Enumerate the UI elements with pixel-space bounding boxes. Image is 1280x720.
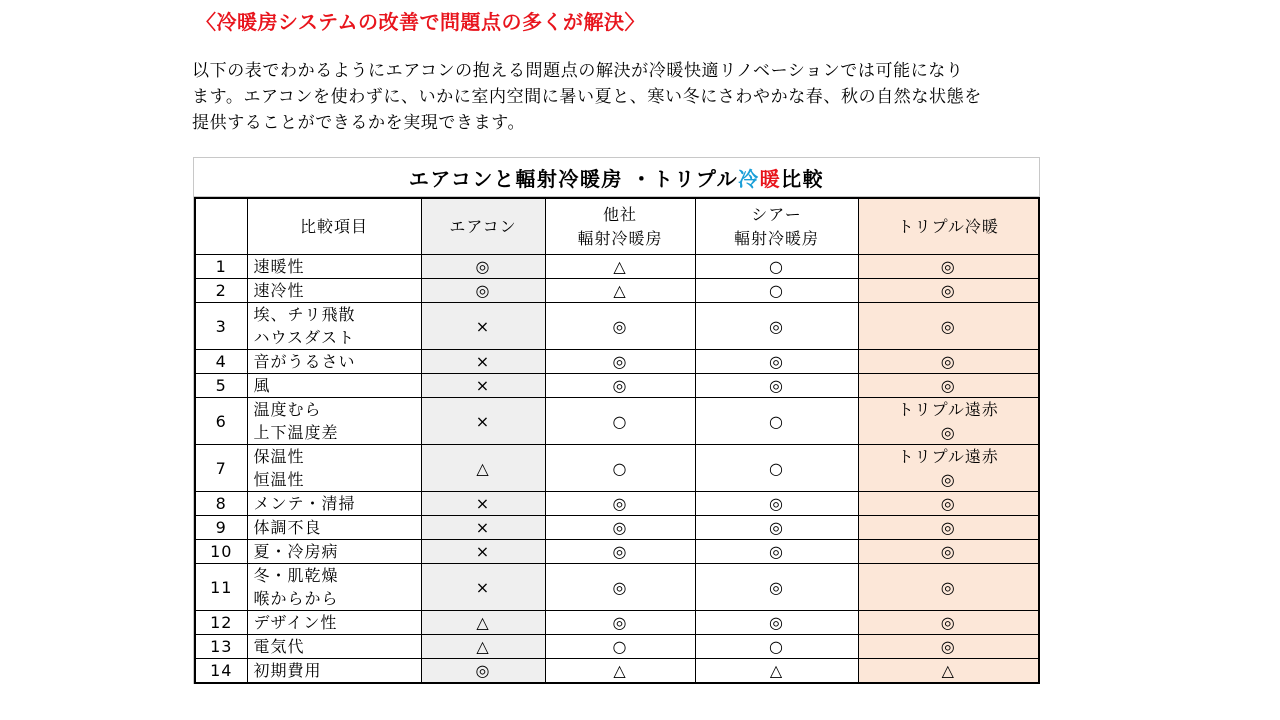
aircon-rating-mark: ◎ [475, 661, 491, 680]
table-title-cold: 冷 [738, 166, 760, 191]
sear-radiant-rating [695, 492, 858, 516]
aircon-rating-mark: × [475, 494, 491, 513]
sear-rating-mark: ◎ [769, 542, 784, 561]
row-number [195, 398, 247, 445]
sear-radiant-rating [695, 445, 858, 492]
sear-radiant-rating [695, 564, 858, 611]
other-radiant-rating [545, 516, 695, 540]
other-rating-mark: ◎ [612, 518, 628, 537]
row-number [195, 611, 247, 635]
row-item-line1: 風 [253, 376, 271, 395]
aircon-rating-mark: × [475, 518, 491, 537]
row-number-text: 9 [215, 518, 227, 537]
row-item [247, 279, 421, 303]
aircon-rating [421, 635, 545, 659]
aircon-rating [421, 445, 545, 492]
row-number [195, 540, 247, 564]
other-rating-mark: △ [613, 661, 627, 680]
sear-radiant-rating [695, 350, 858, 374]
triple-rating-line1: ◎ [940, 542, 956, 561]
row-item [247, 255, 421, 279]
sear-radiant-rating [695, 635, 858, 659]
row-item [247, 374, 421, 398]
row-number-text: 14 [210, 661, 233, 680]
header-number [195, 198, 247, 255]
table-title-warm: 暖 [759, 166, 782, 191]
other-radiant-rating [545, 303, 695, 350]
row-item [247, 635, 421, 659]
table-row [195, 635, 1039, 659]
sear-rating-mark: ◎ [769, 613, 784, 632]
triple-rating-line2: ◎ [940, 423, 956, 442]
aircon-rating [421, 255, 545, 279]
table-row [195, 445, 1039, 492]
sear-rating-mark: ○ [769, 281, 784, 300]
table-row [195, 255, 1039, 279]
other-rating-mark: △ [613, 281, 627, 300]
sear-radiant-rating [695, 659, 858, 684]
other-radiant-rating [545, 350, 695, 374]
other-rating-mark: ○ [612, 637, 628, 656]
comparison-table [194, 197, 1040, 684]
other-radiant-rating [545, 540, 695, 564]
row-number [195, 255, 247, 279]
sear-rating-mark: ○ [769, 257, 784, 276]
sear-rating-mark: ◎ [769, 494, 784, 513]
row-number-text: 2 [215, 281, 227, 300]
aircon-rating-mark: × [475, 316, 491, 336]
triple-rating [858, 564, 1039, 611]
sear-radiant-rating [695, 279, 858, 303]
row-number [195, 564, 247, 611]
table-row [195, 659, 1039, 684]
triple-rating [858, 303, 1039, 350]
triple-rating-line1: ◎ [940, 494, 956, 513]
other-rating-mark: ◎ [612, 376, 628, 395]
row-number [195, 635, 247, 659]
row-item [247, 303, 421, 350]
other-rating-mark: ◎ [612, 577, 628, 597]
intro-paragraph [192, 58, 1102, 136]
row-item-line2: 恒温性 [253, 470, 305, 489]
triple-rating-line1: ◎ [940, 316, 956, 336]
aircon-rating [421, 611, 545, 635]
triple-rating [858, 279, 1039, 303]
table-title [194, 158, 1039, 197]
sear-rating-mark: ○ [769, 458, 784, 478]
triple-rating-line1: ◎ [940, 613, 956, 632]
aircon-rating [421, 564, 545, 611]
aircon-rating-mark: △ [476, 613, 490, 632]
row-number-text: 1 [215, 257, 227, 276]
other-rating-mark: ◎ [612, 542, 628, 561]
row-number [195, 279, 247, 303]
other-radiant-rating [545, 445, 695, 492]
row-item [247, 492, 421, 516]
aircon-rating [421, 540, 545, 564]
table-row [195, 279, 1039, 303]
other-radiant-rating [545, 492, 695, 516]
aircon-rating [421, 659, 545, 684]
row-number-text: 12 [210, 613, 233, 632]
triple-rating [858, 516, 1039, 540]
aircon-rating [421, 350, 545, 374]
table-title-suffix: 比較 [781, 166, 825, 191]
triple-rating-line1: トリプル遠赤 [897, 400, 999, 419]
other-radiant-rating [545, 279, 695, 303]
triple-rating [858, 540, 1039, 564]
sear-rating-mark: ○ [769, 637, 784, 656]
sear-radiant-rating [695, 540, 858, 564]
row-number-text: 13 [210, 637, 233, 656]
row-number-text: 10 [210, 542, 233, 561]
row-item-line1: 埃、チリ飛散 [253, 305, 356, 324]
row-number-text: 3 [215, 316, 227, 336]
aircon-rating [421, 398, 545, 445]
aircon-rating-mark: × [475, 352, 491, 371]
triple-rating-line1: ◎ [940, 577, 956, 597]
aircon-rating-mark: △ [476, 637, 490, 656]
header-sear-line2: 輻射冷暖房 [733, 228, 819, 248]
row-item [247, 445, 421, 492]
row-number-text: 8 [215, 494, 227, 513]
triple-rating [858, 492, 1039, 516]
header-sear-line1: シアー [751, 204, 802, 224]
header-other-line1: 他社 [602, 204, 637, 224]
header-other-line2: 輻射冷暖房 [577, 228, 663, 248]
aircon-rating-mark: △ [476, 458, 490, 478]
triple-rating-line1: トリプル遠赤 [897, 447, 999, 466]
triple-rating-line2: ◎ [940, 470, 956, 489]
other-radiant-rating [545, 374, 695, 398]
intro-line: 提供することができるかを実現できます。 [192, 113, 526, 133]
row-item-line1: 電気代 [253, 637, 305, 656]
triple-rating [858, 635, 1039, 659]
aircon-rating [421, 516, 545, 540]
table-title-main: エアコンと輻射冷暖房 ・トリプル [408, 166, 739, 191]
triple-rating-line1: ◎ [940, 281, 956, 300]
row-item-line1: 速冷性 [253, 281, 305, 300]
row-number [195, 445, 247, 492]
triple-rating-line1: ◎ [940, 637, 956, 656]
aircon-rating [421, 279, 545, 303]
sear-radiant-rating [695, 516, 858, 540]
triple-rating [858, 445, 1039, 492]
triple-rating [858, 611, 1039, 635]
row-item-line1: 冬・肌乾燥 [253, 566, 339, 585]
row-item-line1: 速暖性 [253, 257, 305, 276]
row-item [247, 540, 421, 564]
table-header-row [195, 198, 1039, 255]
triple-rating-line1: △ [941, 661, 955, 680]
row-item [247, 564, 421, 611]
row-number [195, 374, 247, 398]
row-number-text: 4 [215, 352, 227, 371]
row-item-line1: 初期費用 [253, 661, 322, 680]
sear-rating-mark: ◎ [769, 376, 784, 395]
row-item-line1: 温度むら [253, 400, 322, 419]
triple-rating-line1: ◎ [940, 352, 956, 371]
row-number [195, 492, 247, 516]
other-radiant-rating [545, 255, 695, 279]
other-rating-mark: ◎ [612, 494, 628, 513]
aircon-rating-mark: ◎ [475, 257, 491, 276]
triple-rating [858, 350, 1039, 374]
triple-rating [858, 255, 1039, 279]
row-item [247, 659, 421, 684]
table-row [195, 492, 1039, 516]
sear-rating-mark: ◎ [769, 316, 784, 336]
page-heading: 〈冷暖房システムの改善で問題点の多くが解決〉 [196, 10, 645, 34]
aircon-rating-mark: × [475, 376, 491, 395]
aircon-rating-mark: × [475, 542, 491, 561]
table-body [195, 255, 1039, 684]
other-radiant-rating [545, 564, 695, 611]
other-rating-mark: ◎ [612, 613, 628, 632]
other-rating-mark: ○ [612, 411, 628, 431]
aircon-rating-mark: × [475, 577, 491, 597]
sear-radiant-rating [695, 611, 858, 635]
row-item-line2: 上下温度差 [253, 423, 339, 442]
table-row [195, 564, 1039, 611]
row-item-line1: 体調不良 [253, 518, 322, 537]
other-rating-mark: ◎ [612, 316, 628, 336]
other-radiant-rating [545, 635, 695, 659]
other-rating-mark: △ [613, 257, 627, 276]
sear-radiant-rating [695, 303, 858, 350]
row-number-text: 7 [215, 458, 227, 478]
row-number-text: 11 [210, 577, 233, 597]
sear-radiant-rating [695, 398, 858, 445]
row-item-line2: ハウスダスト [253, 328, 356, 347]
header-other-radiant [545, 198, 695, 255]
aircon-rating [421, 374, 545, 398]
row-item-line1: デザイン性 [253, 613, 338, 632]
table-row [195, 303, 1039, 350]
aircon-rating [421, 303, 545, 350]
aircon-rating-mark: × [475, 411, 491, 431]
other-rating-mark: ○ [612, 458, 628, 478]
triple-rating-line1: ◎ [940, 376, 956, 395]
triple-rating-line1: ◎ [940, 518, 956, 537]
aircon-rating-mark: ◎ [475, 281, 491, 300]
sear-rating-mark: ◎ [769, 352, 784, 371]
intro-line: ます。エアコンを使わずに、いかに室内空間に暑い夏と、寒い冬にさわやかな春、秋の自然な状態を [192, 87, 982, 107]
row-number [195, 516, 247, 540]
table-row [195, 540, 1039, 564]
row-number-text: 6 [215, 411, 227, 431]
table-row [195, 516, 1039, 540]
row-item-line1: 保温性 [253, 447, 305, 466]
row-item [247, 350, 421, 374]
row-item [247, 611, 421, 635]
triple-rating [858, 374, 1039, 398]
row-number [195, 659, 247, 684]
triple-rating [858, 398, 1039, 445]
header-sear-radiant [695, 198, 858, 255]
other-radiant-rating [545, 398, 695, 445]
table-row [195, 374, 1039, 398]
row-item-line1: 音がうるさい [253, 352, 356, 371]
table-row [195, 611, 1039, 635]
row-item-line2: 喉からから [253, 589, 339, 608]
row-item-line1: メンテ・清掃 [253, 494, 356, 513]
other-radiant-rating [545, 611, 695, 635]
sear-rating-mark: ○ [769, 411, 784, 431]
row-item [247, 516, 421, 540]
row-number [195, 350, 247, 374]
row-item-line1: 夏・冷房病 [253, 542, 339, 561]
header-triple: トリプル冷暖 [858, 198, 1039, 255]
triple-rating-line1: ◎ [940, 257, 956, 276]
triple-rating [858, 659, 1039, 684]
table-row [195, 350, 1039, 374]
sear-radiant-rating [695, 374, 858, 398]
sear-radiant-rating [695, 255, 858, 279]
comparison-table-panel [193, 157, 1040, 684]
aircon-rating [421, 492, 545, 516]
row-number [195, 303, 247, 350]
table-row [195, 398, 1039, 445]
row-number-text: 5 [215, 376, 227, 395]
other-rating-mark: ◎ [612, 352, 628, 371]
sear-rating-mark: ◎ [769, 518, 784, 537]
other-radiant-rating [545, 659, 695, 684]
sear-rating-mark: △ [769, 661, 784, 680]
header-item: 比較項目 [247, 198, 421, 255]
header-aircon: エアコン [421, 198, 545, 255]
intro-line: 以下の表でわかるようにエアコンの抱える問題点の解決が冷暖快適リノベーションでは可能になり [192, 61, 964, 81]
sear-rating-mark: ◎ [769, 577, 784, 597]
row-item [247, 398, 421, 445]
